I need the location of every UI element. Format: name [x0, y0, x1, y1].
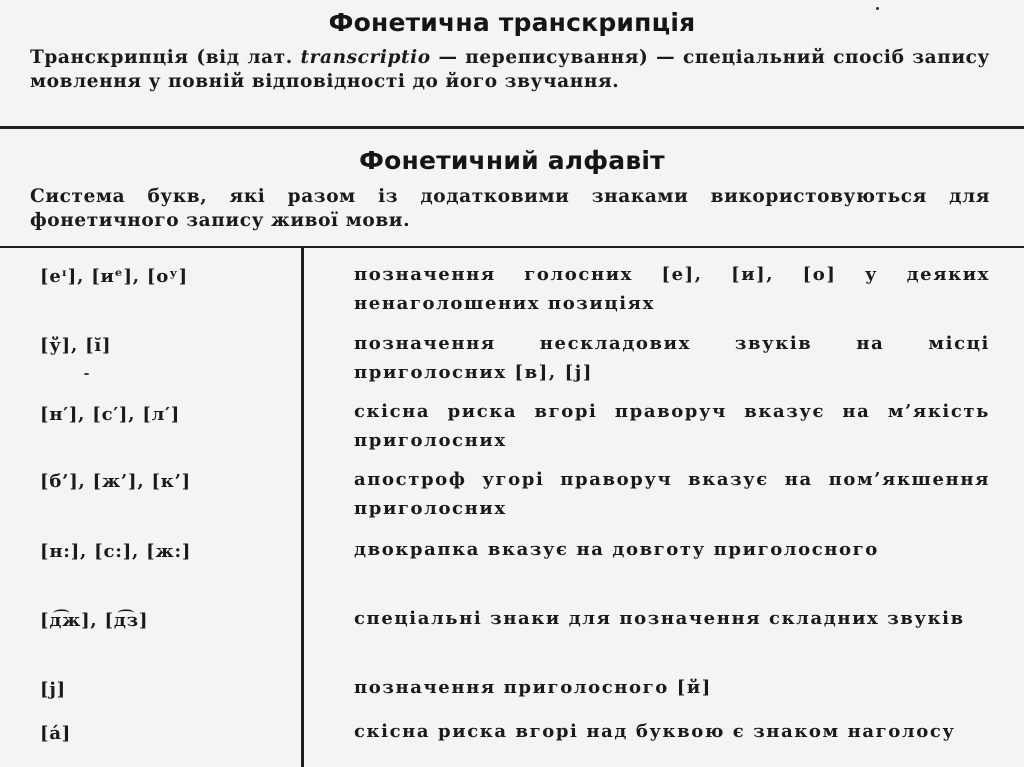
latin-word: transcriptio	[300, 47, 431, 68]
scan-speck	[84, 373, 89, 375]
row-description: спеціальні знаки для позначення складних звуків	[354, 608, 965, 629]
row-symbols: [н:], [с:], [ж:]	[40, 541, 192, 562]
transcription-definition	[30, 46, 990, 94]
row-description: двокрапка вказує на довготу приголосного	[354, 539, 879, 560]
row-description: апостроф угорі праворуч вказує на пом’якшення приголосних	[354, 469, 990, 519]
row-description: позначення голосних [е], [и], [о] у деяких ненаголошених позиціях	[354, 264, 990, 314]
row-description: позначення приголосного [й]	[354, 677, 712, 698]
row-symbols: [ў], [ĭ]	[40, 335, 112, 356]
section-title-transcription: Фонетична транскрипція	[328, 8, 696, 37]
row-symbols: [б’], [ж’], [к’]	[40, 471, 191, 492]
definition-text-2: — переписування) — спеціальний спосіб запису мовлення у повній відповідності до його звучання.	[30, 47, 990, 92]
row-symbols: [д͡ж], [д͡з]	[40, 610, 149, 631]
divider-table	[0, 246, 1024, 248]
alphabet-definition: Система букв, які разом із додатковими знаками використовуються для фонетичного запису живої мови.	[30, 186, 990, 231]
section-title-alphabet: Фонетичний алфавіт	[359, 146, 665, 175]
row-symbols: [j]	[40, 679, 66, 700]
table-column-divider	[301, 248, 304, 767]
divider-top	[0, 126, 1024, 129]
row-description: скісна риска вгорі праворуч вказує на м’якість приголосних	[354, 401, 990, 451]
row-symbols: [á]	[40, 723, 72, 744]
definition-text-1: (від лат.	[188, 47, 301, 68]
row-symbols: [н′], [с′], [л′]	[40, 404, 181, 425]
row-description: позначення нескладових звуків на місці приголосних [в], [j]	[354, 333, 990, 383]
row-symbols: [еᶦ], [иᵉ], [оʸ]	[40, 266, 188, 287]
scan-speck	[876, 7, 879, 10]
transcription-term: Транскрипція	[30, 47, 189, 68]
row-description: скісна риска вгорі над буквою є знаком наголосу	[354, 721, 956, 742]
